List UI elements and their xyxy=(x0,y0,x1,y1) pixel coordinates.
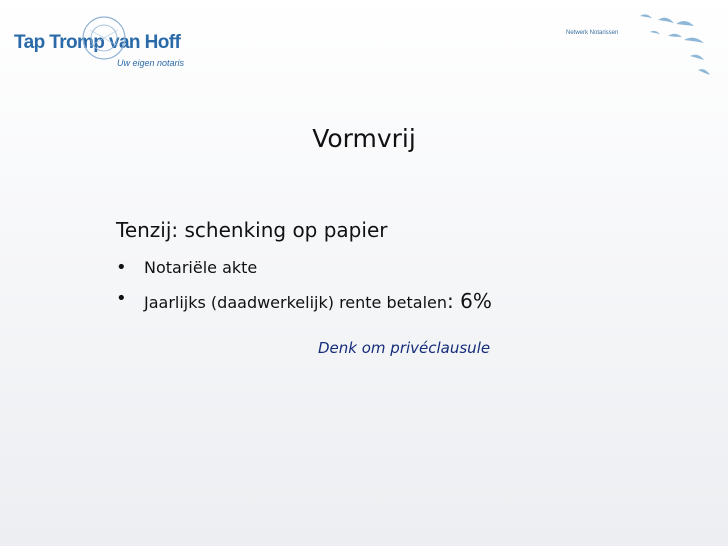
slide-title: Vormvrij xyxy=(312,124,416,153)
brand-tagline: Uw eigen notaris xyxy=(117,58,185,68)
bullet-text: Notariële akte xyxy=(144,258,258,277)
flying-birds-icon xyxy=(610,10,716,90)
bullet-dot-icon: • xyxy=(116,288,127,309)
bullet-list xyxy=(116,258,492,313)
notary-seal-icon xyxy=(80,14,128,62)
slide-subtitle: Tenzij: schenking op papier xyxy=(116,218,388,242)
bullet-item xyxy=(116,258,492,277)
bullet-item xyxy=(116,289,492,313)
network-label: Netwerk Notarissen xyxy=(566,30,619,36)
interest-rate: : 6% xyxy=(447,289,492,313)
network-mark xyxy=(566,10,716,90)
bullet-dot-icon: • xyxy=(116,257,127,278)
note-text: Denk om privéclausule xyxy=(318,339,491,357)
brand-name: Tap Tromp van Hoff xyxy=(14,32,181,53)
bullet-text: Jaarlijks (daadwerkelijk) rente betalen xyxy=(144,293,447,312)
brand-logo xyxy=(14,22,204,82)
